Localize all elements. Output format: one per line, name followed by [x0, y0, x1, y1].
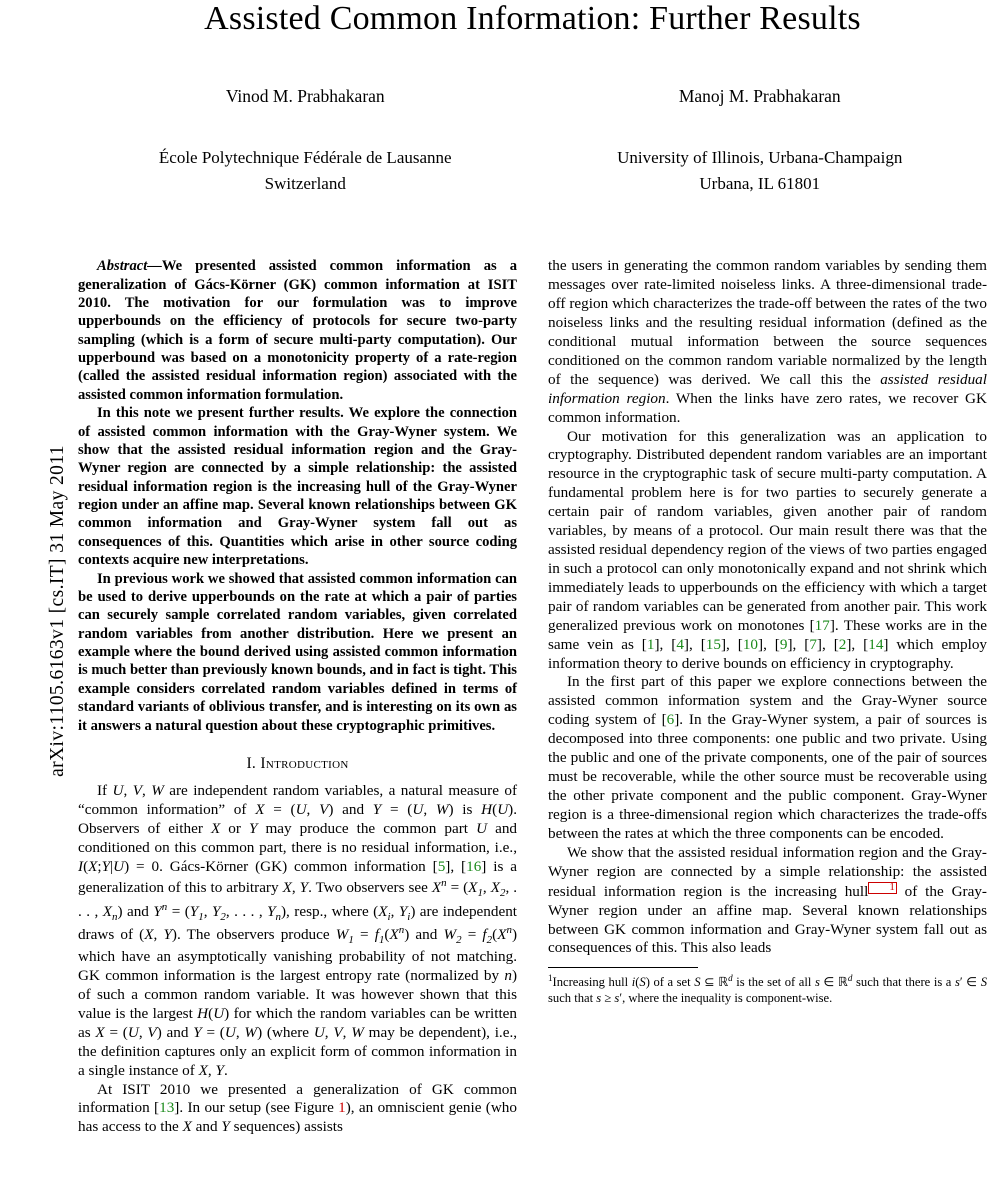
author-block-2 — [533, 83, 987, 197]
paper-page — [78, 0, 987, 1200]
citation-4[interactable]: 4 — [676, 635, 684, 653]
left-paragraph-1: If U, V, W are independent random variables, a natural measure of “common information” of X = (U, V) and Y = (U, W) is H(U). Observers of either X or Y may produce the common part U and conditioned on this common part, there is no residual information, i.e., I(X;Y|U) = 0. Gács-Körner (GK) common information [5], [16] is a generalization of this to arbitrary X, Y. Two observers see $X^n = (X_1$, $X_2$, . . . , $X_n$) and $Y^n = (Y_1$, $Y_2$, . . . , $Y_n$), resp., where ($X_i$, $Y_i$) are independent draws of (X, Y). The observers produce $W_1 = f_1(X^n)$ and $W_2 = f_2(X^n)$ which have an asymptotically vanishing probability of not matching. GK common information is the largest entropy rate (normalized by n) of such a common random variable. It was however shown that this value is the largest H(U) for which the random variables can be written as X = (U, V) and Y = (U, W) (where U, V, W may be dependent), i.e., the definition captures only an explicit form of common information in a single instance of X, Y. — [78, 782, 518, 1079]
right-paragraph-4: We show that the assisted residual information region and the Gray-Wyner region are connected by a simple relationship: the assisted residual information region is the increasing hull 1 of the Gray-Wyner region under an affine map. Several known relationships between GK common information and Gray-Wyner system fall out as consequences of this. This also leads — [548, 843, 987, 957]
abstract-text-1: We presented assisted common information as a generalization of Gács-Körner (GK) common information at ISIT 2010. The motivation for our formulation was to improve upperbounds on the efficiency of protocols for secure two-party sampling (which is a form of secure multi-party computation). Our upperbound was based on a monotonicity property of a rate-region (called the assisted residual information region) associated with the assisted common information formulation. — [78, 258, 517, 403]
citation-7[interactable]: 7 — [809, 635, 817, 653]
right-paragraph-3: In the first part of this paper we explore connections between the assisted common information system and the Gray-Wyner source coding system of [6]. In the Gray-Wyner system, a pair of sources is decomposed into three components: one public and two private. Using the public and one of the private components, one of the pair of sources must be recoverable, while the other source must be recoverable using the other private component and the public component. Gray-Wyner region is a three-dimensional region which characterizes the trade-offs between the rates at which the three components can be encoded. — [548, 673, 987, 842]
citation-5[interactable]: 5 — [437, 858, 446, 876]
author-block-1 — [78, 83, 533, 197]
abstract — [78, 257, 517, 735]
author-list — [78, 83, 987, 197]
author-affiliation-line2: Urbana, IL 61801 — [699, 173, 821, 193]
citation-9[interactable]: 9 — [779, 635, 788, 653]
right-paragraph-2: Our motivation for this generalization was an application to cryptography. Distributed dependent random variables are an important resource in the cryptographic task of secure multi-party computation. A fundamental problem here is for two parties to securely generate a certain pair of random variables, given another pair of random variables, by means of a protocol. Our main result there was that the assisted residual dependency region of the views of two parties engaged in such a protocol can only monotonically expand and not shrink which immediately leads to upperbounds on the efficiency with which a target pair of random variables can be generated from another pair. This work generalized previous work on monotones [17]. These works are in the same vein as [1], [4], [15], [10], [9], [7], [2], [14] which employ information theory to derive bounds on efficiency in cryptography. — [548, 427, 987, 672]
right-column — [548, 257, 987, 1137]
citation-17[interactable]: 17 — [814, 616, 830, 634]
arxiv-identifier-stamp: arXiv:1105.6163v1 [cs.IT] 31 May 2011 — [47, 445, 68, 777]
author-name: Manoj M. Prabhakaran — [678, 86, 841, 107]
citation-16[interactable]: 16 — [466, 858, 482, 876]
abstract-paragraph-3: In previous work we showed that assisted common information can be used to derive upperbounds on the rate at which a pair of parties can securely sample correlated random variables, given correlated random variables from another distribution. Here we present an example where the bound derived using assisted common information is much better than previously known bounds, and in fact is tight. This example considers correlated random variables defined in terms of standard variants of oblivious transfer, and is interesting on its own as it answers a natural question about these cryptographic primitives. — [78, 570, 517, 734]
left-column — [78, 257, 517, 1137]
section-heading-introduction: I. Introduction — [246, 754, 349, 772]
author-affiliation-line2: Switzerland — [264, 173, 346, 193]
author-affiliation-line1: University of Illinois, Urbana-Champaign — [617, 147, 903, 167]
body-columns — [78, 257, 987, 1137]
citation-14[interactable]: 14 — [868, 635, 884, 653]
figure-reference-1[interactable]: 1 — [338, 1099, 346, 1117]
citation-6[interactable]: 6 — [666, 711, 675, 729]
citation-1[interactable]: 1 — [646, 635, 655, 653]
citation-15[interactable]: 15 — [705, 635, 721, 653]
footnote-text: $^1$Increasing hull i(S) of a set S ⊆ ℝ$^d$ is the set of all s ∈ ℝ$^d$ such that there is a s′ ∈ S such that s ≥ s′, where the inequality is component-wise. — [548, 973, 987, 1005]
citation-10[interactable]: 10 — [742, 635, 759, 653]
left-paragraph-2: At ISIT 2010 we presented a generalization of GK common information [13]. In our setup (see Figure 1), an omniscient genie (who has access to the X and Y sequences) assists — [78, 1080, 517, 1136]
page-title: Assisted Common Information: Further Results — [204, 0, 861, 37]
abstract-paragraph-2: In this note we present further results. We explore the connection of assisted common information with the Gray-Wyner system. We show that the assisted residual information region and the Gray-Wyner region are connected by a simple relationship: the assisted residual information region is the increasing hull of the Gray-Wyner region under an affine map. Several known relationships between GK common information and Gray-Wyner system fall out as consequences of this. Quantities which arise in other source coding contexts acquire new interpretations. — [78, 405, 517, 569]
footnote-number: 1 — [548, 973, 553, 984]
footnote-separator — [548, 967, 698, 968]
abstract-label: Abstract— — [97, 258, 162, 275]
abstract-paragraph-1 — [78, 257, 517, 404]
author-name: Vinod M. Prabhakaran — [225, 86, 385, 107]
right-paragraph-1: the users in generating the common random variables by sending them messages over rate-limited noiseless links. A three-dimensional trade-off region which characterizes the trade-off between the rates of the two noiseless links and the resulting residual information (defined as the conditional mutual information between the source sequences conditioned on the common random variable normalized by the length of the sequence) was derived. We call this the assisted residual information region. When the links have zero rates, we recover GK common information. — [548, 257, 987, 426]
footnote-marker[interactable]: 1 — [868, 882, 897, 894]
citation-2[interactable]: 2 — [838, 635, 847, 653]
citation-13[interactable]: 13 — [159, 1099, 175, 1117]
author-affiliation-line1: École Polytechnique Fédérale de Lausanne — [158, 147, 452, 167]
